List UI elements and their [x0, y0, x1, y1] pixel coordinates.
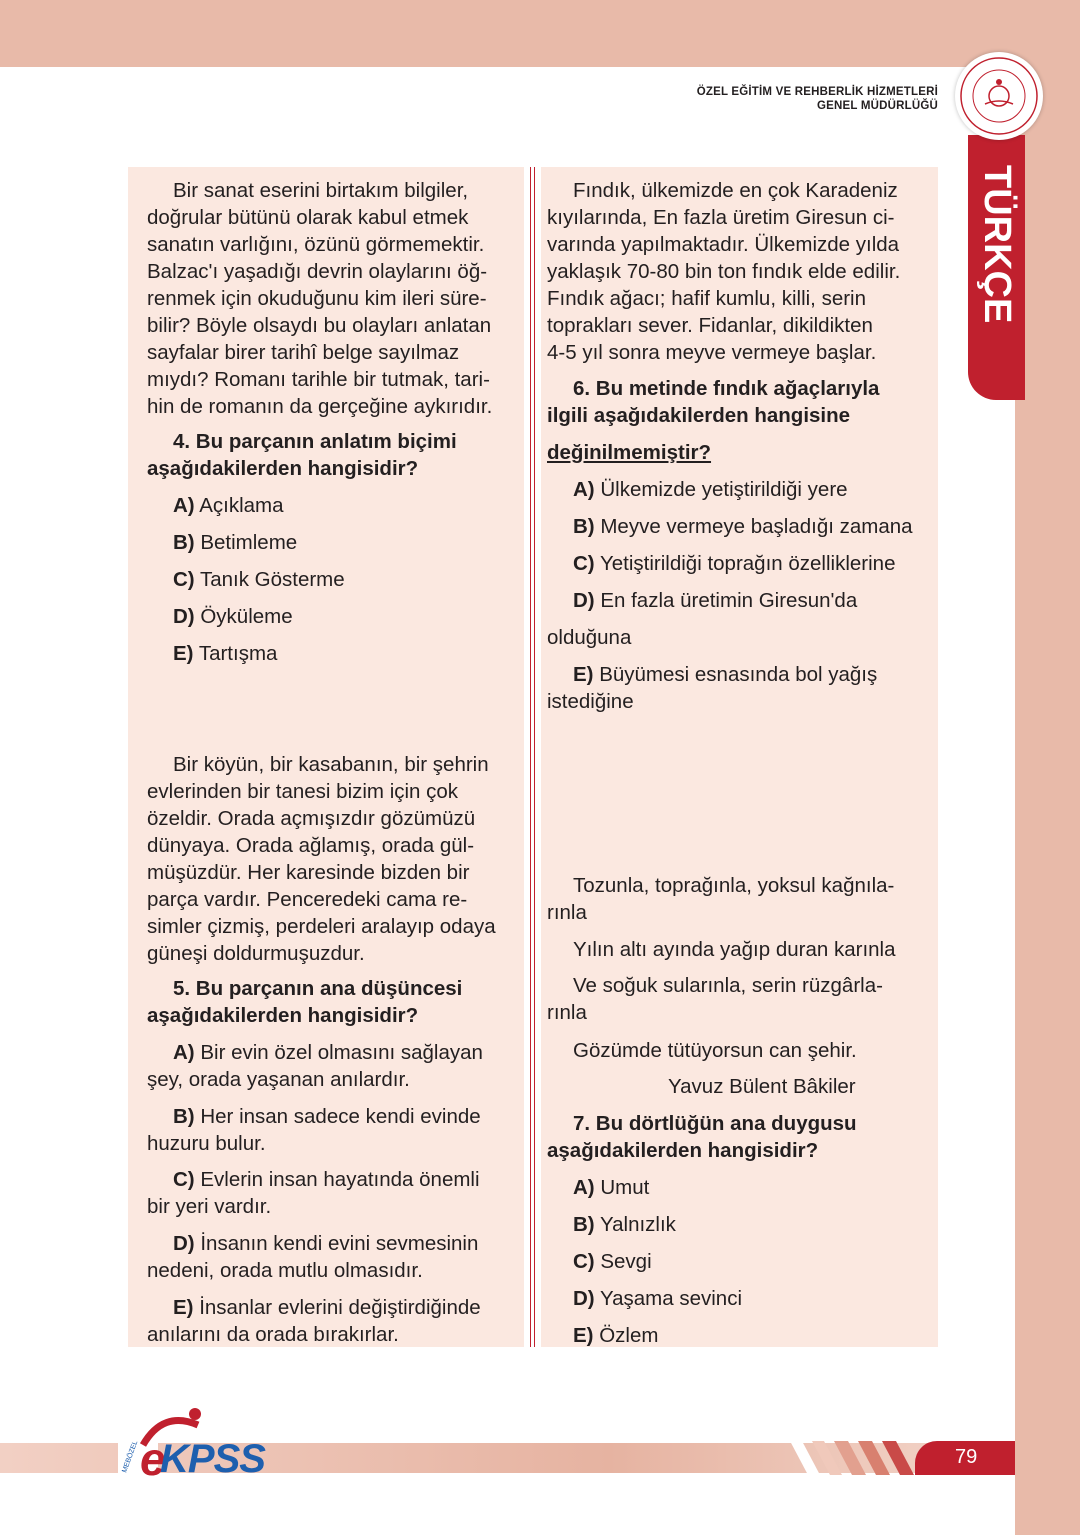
footer-stripes-icon: [790, 1441, 920, 1475]
header-title: [697, 85, 938, 113]
q5-option-c[interactable]: C) Evlerin insan hayatında önemli bir yeri vardır.: [147, 1168, 480, 1218]
passage-1: Bir sanat eserini birtakım bilgiler, doğrular bütünü olarak kabul etmek sanatın varlığını, özünü görmemektir. Balzac'ı yaşadığı devrin olaylarını öğ- renmek için okuduğunu kim ileri süre- bilir? Böyle olsaydı bu olayları anlatan sayfalar birer tarihî belge sayılmaz mıydı? Romanı tarihle bir tutmak, tari- hin de romanın da gerçeğine aykırıdır.: [147, 179, 493, 418]
page-number: 79: [955, 1446, 978, 1468]
question-4: 4. Bu parçanın anlatım biçimi aşağıdakilerden hangisidir?: [147, 430, 457, 480]
ministry-seal-icon: [955, 52, 1043, 140]
q7-option-b[interactable]: B) Yalnızlık: [573, 1213, 676, 1236]
svg-text:MEBÖZEL: MEBÖZEL: [121, 1439, 140, 1474]
q6-option-e[interactable]: E) Büyümesi esnasında bol yağış istediğine: [547, 663, 878, 713]
q4-option-a[interactable]: A) Açıklama: [173, 494, 284, 517]
question-6-underlined: değinilmemiştir?: [547, 441, 712, 464]
q4-option-b[interactable]: B) Betimleme: [173, 531, 298, 554]
ekpss-logo-text: KPSS: [160, 1437, 265, 1481]
passage-2: Bir köyün, bir kasabanın, bir şehrin evlerinden bir tanesi bizim için çok özeldir. Orada açmışızdır gözümüzü dünyaya. Orada ağlamış, orada gül- müşüzdür. Her karesinde bizden bir parça vardır. Penceredeki cama re- simler çizmiş, perdeleri aralayıp odaya güneşi doldurmuşuzdur.: [147, 753, 496, 965]
poem-author: Yavuz Bülent Bâkiler: [668, 1075, 856, 1098]
column-divider: [530, 167, 535, 1347]
q4-option-d[interactable]: D) Öyküleme: [173, 605, 293, 628]
subject-ribbon: [968, 135, 1025, 400]
q6-option-a[interactable]: A) Ülkemizde yetiştirildiği yere: [573, 478, 848, 501]
q6-option-d[interactable]: D) En fazla üretimin Giresun'da: [573, 589, 858, 612]
q5-option-a[interactable]: A) Bir evin özel olmasını sağlayan şey, orada yaşanan anılardır.: [147, 1041, 483, 1091]
poem-line-3: Ve soğuk sularınla, serin rüzgârla- rınla: [547, 974, 883, 1024]
passage-3: Fındık, ülkemizde en çok Karadeniz kıyılarında, En fazla üretim Giresun ci- varında yapılmaktadır. Ülkemizde yılda yaklaşık 70-80 bin ton fındık elde edilir. Fındık ağacı; hafif kumlu, killi, serin toprakları sever. Fidanlar, dikildikten 4-5 yıl sonra meyve vermeye başlar.: [547, 179, 901, 364]
q6-option-b[interactable]: B) Meyve vermeye başladığı zamana: [573, 515, 913, 538]
header-line-1: ÖZEL EĞİTİM VE REHBERLİK HİZMETLERİ: [696, 86, 938, 98]
poem-line-1: Tozunla, toprağınla, yoksul kağnıla- rınla: [547, 874, 895, 924]
q6-option-d-continued: olduğuna: [547, 626, 632, 649]
header-line-2: GENEL MÜDÜRLÜĞÜ: [817, 100, 938, 112]
q4-option-c[interactable]: C) Tanık Gösterme: [173, 568, 345, 591]
top-band: [0, 0, 1080, 67]
poem-line-4: Gözümde tütüyorsun can şehir.: [573, 1039, 857, 1062]
q7-option-e[interactable]: E) Özlem: [573, 1324, 659, 1347]
q5-option-d[interactable]: D) İnsanın kendi evini sevmesinin nedeni, orada mutlu olmasıdır.: [147, 1232, 479, 1282]
q7-option-d[interactable]: D) Yaşama sevinci: [573, 1287, 743, 1310]
q5-option-e[interactable]: E) İnsanlar evlerini değiştirdiğinde anılarını da orada bırakırlar.: [147, 1296, 481, 1346]
q7-option-a[interactable]: A) Umut: [573, 1176, 650, 1199]
q6-option-c[interactable]: C) Yetiştirildiği toprağın özelliklerine: [573, 552, 896, 575]
svg-text:e: e: [140, 1433, 166, 1480]
question-6: 6. Bu metinde fındık ağaçlarıyla ilgili aşağıdakilerden hangisine: [547, 377, 880, 427]
poem-line-2: Yılın altı ayında yağıp duran karınla: [573, 938, 896, 961]
question-7: 7. Bu dörtlüğün ana duygusu aşağıdakilerden hangisidir?: [547, 1112, 857, 1162]
q4-option-e[interactable]: E) Tartışma: [173, 642, 278, 665]
subject-label: TÜRKÇE: [976, 165, 1018, 324]
q5-option-b[interactable]: B) Her insan sadece kendi evinde huzuru bulur.: [147, 1105, 481, 1155]
q7-option-c[interactable]: C) Sevgi: [573, 1250, 652, 1273]
question-5: 5. Bu parçanın ana düşüncesi aşağıdakilerden hangisidir?: [147, 977, 463, 1027]
